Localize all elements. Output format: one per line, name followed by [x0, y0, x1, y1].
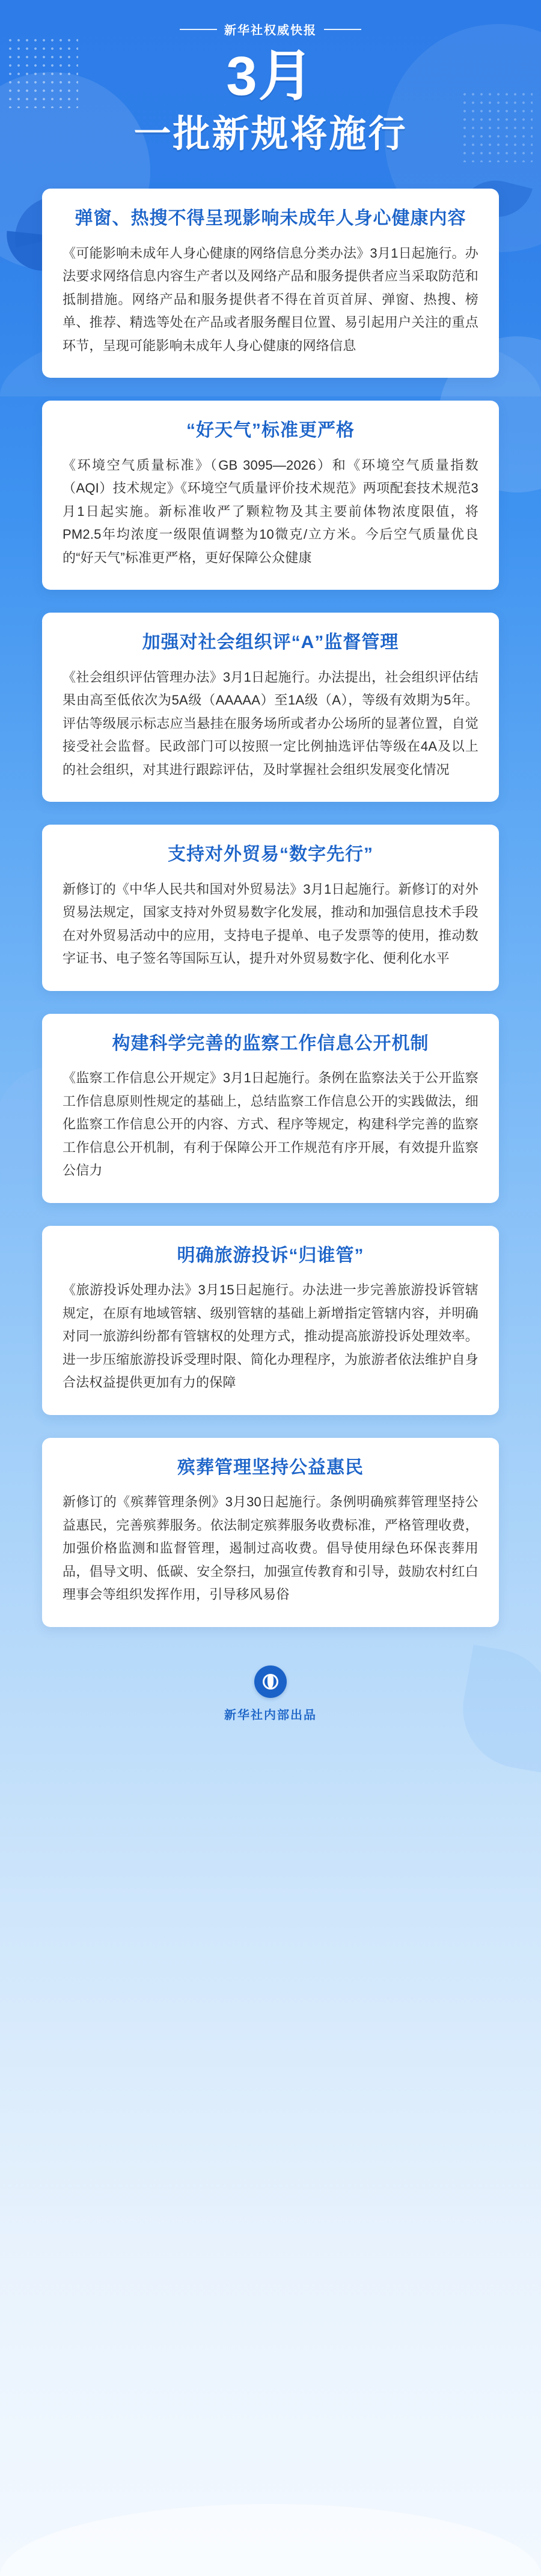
- list-item: [42, 1438, 499, 1627]
- card-body: 《监察工作信息公开规定》3月1日起施行。条例在监察法关于公开监察工作信息原则性规定的基础上，总结监察工作信息公开的实践做法，细化监察工作信息公开的内容、方式、程序等规定，构建科学完善的监察工作信息公开机制，有利于保障公开工作规范有序开展，有效提升监察公信力: [63, 1070, 478, 1178]
- card-title: 加强对社会组织评“A”监督管理: [142, 632, 399, 653]
- news-card-list: [42, 189, 499, 1627]
- card-title: 明确旅游投诉“归谁管”: [177, 1245, 364, 1265]
- month-title: 3月: [226, 46, 315, 107]
- card-body: 新修订的《殡葬管理条例》3月30日起施行。条例明确殡葬管理坚持公益惠民，完善殡葬服务。依法制定殡葬服务收费标准，严格管理收费，加强价格监测和监督管理，遏制过高收费。倡导使用绿色环保丧葬用品，倡导文明、低碳、安全祭扫，加强宣传教育和引导，鼓励农村红白理事会等组织发挥作用，引导移风易俗: [63, 1494, 478, 1602]
- list-item: [42, 1014, 499, 1203]
- poster-header: [0, 0, 541, 155]
- rule-left-icon: [180, 29, 217, 30]
- list-item: [42, 825, 499, 991]
- decorative-wave: [0, 2504, 541, 2576]
- card-body: 《环境空气质量标准》（GB 3095—2026）和《环境空气质量指数（AQI）技术规定》《环境空气质量评价技术规范》两项配套技术规范3月1日起实施。新标准收严了颗粒物及其主要前体物浓度限值，将PM2.5年均浓度一级限值调整为10微克/立方米。今后空气质量优良的“好天气”标准更严格，更好保障公众健康: [63, 457, 478, 565]
- list-item: [42, 613, 499, 802]
- card-title: 支持对外贸易“数字先行”: [168, 844, 373, 865]
- card-title: “好天气”标准更严格: [186, 420, 355, 441]
- kicker-banner: [0, 20, 541, 38]
- footer-label: 新华社内部出品: [224, 1708, 317, 1722]
- kicker-label: 新华社权威快报: [224, 24, 317, 37]
- rule-right-icon: [324, 29, 361, 30]
- card-title: 殡葬管理坚持公益惠民: [177, 1457, 364, 1477]
- page-title: 一批新规将施行: [133, 114, 408, 155]
- card-title: 弹窗、热搜不得呈现影响未成年人身心健康内容: [75, 208, 466, 229]
- xinhua-logo-icon: [254, 1665, 287, 1698]
- card-body: 《旅游投诉处理办法》3月15日起施行。办法进一步完善旅游投诉管辖规定，在原有地域管辖、级别管辖的基础上新增指定管辖内容，并明确对同一旅游纠纷都有管辖权的处理方式，推动提高旅游投诉处理效率。进一步压缩旅游投诉受理时限、简化办理程序，为旅游者依法维护自身合法权益提供更加有力的保障: [63, 1282, 478, 1390]
- list-item: [42, 1226, 499, 1415]
- card-body: 《可能影响未成年人身心健康的网络信息分类办法》3月1日起施行。办法要求网络信息内容生产者以及网络产品和服务提供者应当采取防范和抵制措施。网络产品和服务提供者不得在首页首屏、弹窗、热搜、榜单、推荐、精选等处在产品或者服务醒目位置、易引起用户关注的重点环节，呈现可能影响未成年人身心健康的网络信息: [63, 245, 478, 353]
- card-body: 新修订的《中华人民共和国对外贸易法》3月1日起施行。新修订的对外贸易法规定，国家支持对外贸易数字化发展，推动和加强信息技术手段在对外贸易活动中的应用，支持电子提单、电子发票等的使用，推动数字证书、电子签名等国际互认，提升对外贸易数字化、便利化水平: [63, 881, 478, 966]
- card-title: 构建科学完善的监察工作信息公开机制: [112, 1033, 429, 1053]
- poster-footer: [0, 1650, 541, 1747]
- list-item: [42, 189, 499, 378]
- card-body: 《社会组织评估管理办法》3月1日起施行。办法提出，社会组织评估结果由高至低依次为5A级（AAAAA）至1A级（A），等级有效期为5年。评估等级展示标志应当悬挂在服务场所或者办公场所的显著位置，自觉接受社会监督。民政部门可以按照一定比例抽选评估等级在4A及以上的社会组织，对其进行跟踪评估，及时掌握社会组织发展变化情况: [63, 669, 478, 777]
- list-item: [42, 401, 499, 590]
